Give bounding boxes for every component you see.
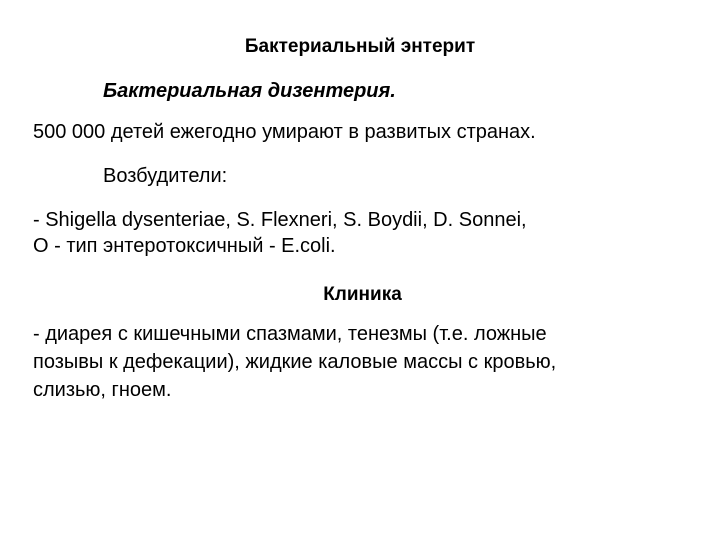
clinic-description xyxy=(33,320,556,404)
slide-subtitle: Бактериальная дизентерия. xyxy=(103,80,396,102)
pathogens-line: О - тип энтеротоксичный - E.coli. xyxy=(33,235,336,257)
clinic-line: позывы к дефекации), жидкие каловые массы с кровью, xyxy=(33,351,557,373)
pathogens-list xyxy=(33,207,527,259)
clinic-line: - диарея с кишечными спазмами, тенезмы (т.е. ложные xyxy=(33,323,547,345)
clinic-heading: Клиника xyxy=(323,284,402,305)
pathogens-label: Возбудители: xyxy=(103,165,228,187)
slide-title: Бактериальный энтерит xyxy=(244,36,476,57)
clinic-line: слизью, гноем. xyxy=(33,379,172,401)
pathogens-line: - Shigella dysenteriae, S. Flexneri, S. Boydii, D. Sonnei, xyxy=(33,209,527,231)
statistic-text: 500 000 детей ежегодно умирают в развитых странах. xyxy=(33,121,536,143)
